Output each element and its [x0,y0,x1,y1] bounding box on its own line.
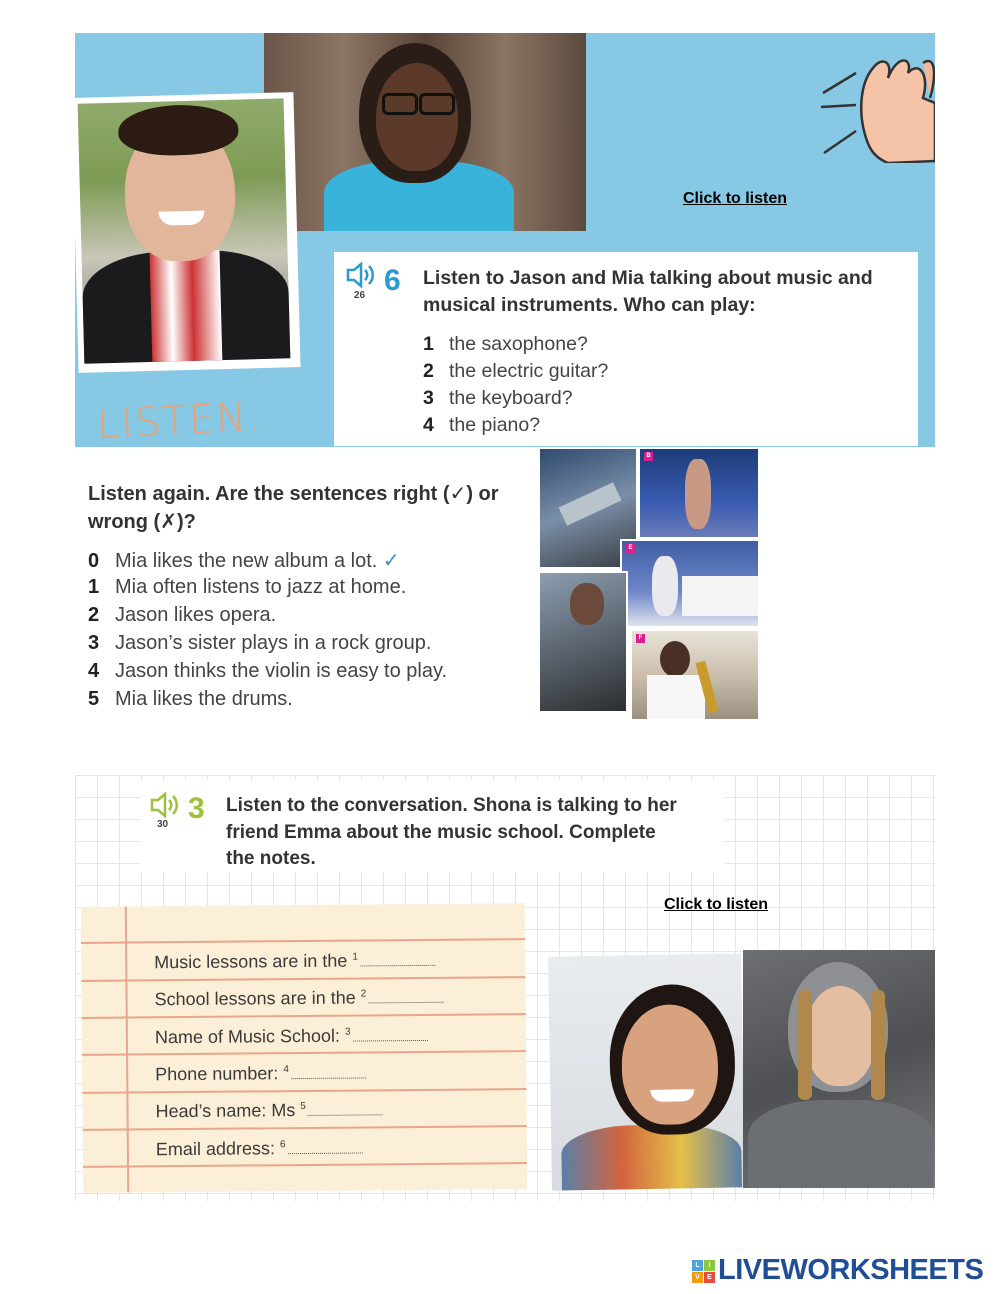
exercise-instruction: Listen to Jason and Mia talking about music and musical instruments. Who can play: [423,267,873,316]
photo-shona-on-phone [548,953,745,1190]
speaker-icon[interactable] [150,792,180,818]
photo-saxophonist [630,629,760,721]
speaker-icon[interactable] [346,262,376,288]
notes-paper [81,903,527,1193]
note-line: Phone number: $^4$ [155,1062,366,1085]
answer-blank[interactable] [291,1077,366,1079]
photo-mia [264,33,586,231]
note-line: Music lessons are in the $^1$ [154,950,435,973]
click-to-listen-link[interactable]: Click to listen [683,190,788,207]
exercise-6-card [334,252,918,446]
track-number: 30 [157,819,169,830]
photo-emma-on-phone [743,950,935,1188]
photo-drummer [538,571,628,713]
musicians-photo-collage [538,447,758,719]
sentence-item: 2 Jason likes opera. [88,604,277,626]
photo-tag: E [626,544,635,553]
brand-name: LIVEWORKSHEETS [718,1254,984,1286]
sentence-item: 0 Mia likes the new album a lot. ✓ [88,550,400,572]
answer-blank[interactable] [288,1152,363,1154]
question-item: 1 the saxophone? [423,333,588,355]
question-item: 3 the keyboard? [423,387,573,409]
note-line: School lessons are in the $^2$ [154,987,443,1011]
exercise-number: 6 [384,264,401,297]
exercise-number: 3 [188,792,205,825]
exercise-instruction: Listen to the conversation. Shona is talking to her friend Emma about the music school. Complete the notes. [226,795,677,869]
sentence-item: 1 Mia often listens to jazz at home. [88,576,407,598]
note-line: Name of Music School: $^3$ [155,1025,428,1048]
track-number: 26 [354,290,366,301]
answer-blank[interactable] [368,1002,443,1004]
listen-handwriting: LISTEN. [95,393,264,449]
question-item: 4 the piano? [423,414,541,436]
answer-blank[interactable] [353,1040,428,1042]
note-line: Email address: $^6$ [156,1137,363,1160]
sentence-item: 4 Jason thinks the violin is easy to play. [88,660,448,682]
note-line: Head’s name: Ms $^5$ [155,1099,382,1122]
photo-tag: B [644,452,653,461]
sentence-item: 3 Jason’s sister plays in a rock group. [88,632,432,654]
ear-listening-icon [818,43,935,163]
photo-violinist [638,447,760,539]
exercise-3-card [140,780,725,872]
photo-pianist [620,539,760,628]
check-mark: ✓ [382,550,400,572]
liveworksheets-logo-icon: L I V E [692,1260,716,1284]
answer-blank[interactable] [308,1114,383,1116]
sentence-item: 5 Mia likes the drums. [88,688,293,710]
question-item: 2 the electric guitar? [423,360,609,382]
click-to-listen-link[interactable]: Click to listen [664,896,769,913]
photo-tag: F [636,634,645,643]
photo-jason [71,92,300,373]
listen-again-instruction: Listen again. Are the sentences right (✓) or wrong (✗)? [88,483,499,533]
answer-blank[interactable] [360,965,435,967]
